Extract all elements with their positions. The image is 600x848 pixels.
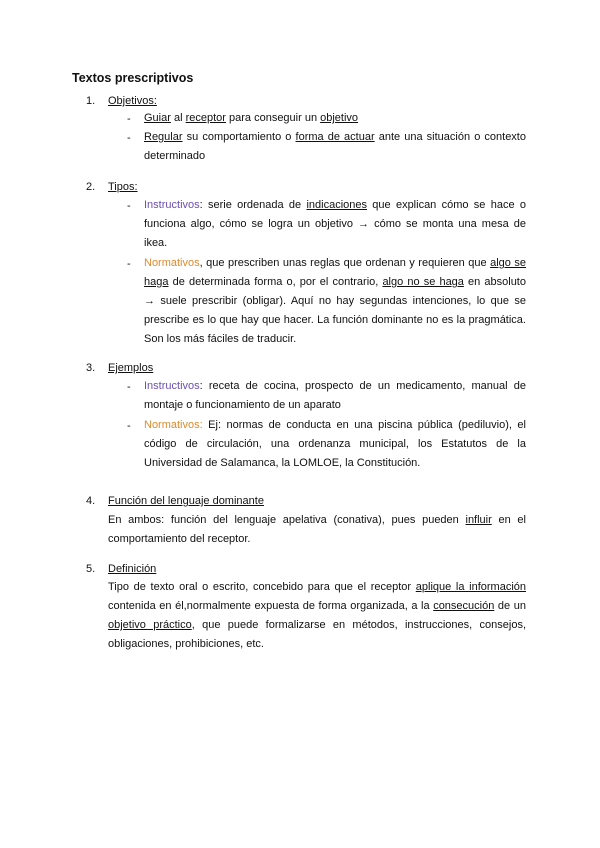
section-4-body (108, 511, 526, 549)
text-run: en el comportamiento del receptor. (108, 514, 526, 545)
section-1-number: 1. (86, 95, 96, 107)
text-run: ante una situación o contexto determinado (144, 131, 526, 162)
section-4-heading: Función del lenguaje dominante (108, 495, 264, 507)
text-run: contenida en él,normalmente expuesta de forma organizada, a la (108, 600, 434, 612)
list-dash: - (127, 381, 131, 393)
text-run: Regular (144, 131, 183, 143)
text-run: Normativos: (144, 419, 203, 431)
section-2-number: 2. (86, 181, 96, 193)
section-3-heading: Ejemplos (108, 362, 154, 374)
section-3-item-1 (144, 377, 526, 415)
list-dash: - (127, 258, 131, 270)
section-5-heading: Definición (108, 563, 157, 575)
text-run: que explican cómo se hace o funciona algo, cómo se logra un objetivo → cómo se monta una mesa de ikea. (144, 199, 526, 249)
text-run: aplique la información (415, 581, 526, 593)
section-1-item-2 (144, 128, 526, 166)
text-run: , que prescriben unas reglas que ordenan y requieren que (199, 257, 491, 269)
text-run: : receta de cocina, prospecto de un medicamento, manual de montaje o funcionamiento de un aparato (144, 380, 526, 411)
text-run: indicaciones (306, 199, 367, 211)
section-4-number: 4. (86, 495, 96, 507)
text-run: algo no se haga (382, 276, 464, 288)
text-run: objetivo práctico (108, 619, 192, 631)
text-run: algo se haga (144, 257, 526, 288)
text-run: para conseguir un (225, 112, 321, 124)
section-2-item-1 (144, 196, 526, 253)
text-run: , que puede formalizarse en métodos, instrucciones, consejos, obligaciones, prohibiciones, etc. (108, 619, 526, 650)
section-5-number: 5. (86, 563, 96, 575)
list-dash: - (127, 113, 131, 125)
text-run: en absoluto → suele prescribir (obligar). Aquí no hay segundas intenciones, lo que se prescribe es lo que hay que hacer. La función dominante no es la pragmática. Son los más fáciles de traducir. (144, 276, 526, 345)
text-run: Instructivos (144, 380, 200, 392)
section-3-item-2 (144, 416, 526, 473)
section-2-item-2 (144, 254, 526, 349)
section-3-number: 3. (86, 362, 96, 374)
text-run: forma de actuar (295, 131, 375, 143)
text-run: al (170, 112, 186, 124)
text-run: Guiar (144, 112, 171, 124)
list-dash: - (127, 420, 131, 432)
text-run: influir (465, 514, 492, 526)
text-run: de un (494, 600, 526, 612)
text-run: de determinada forma o, por el contrario, (168, 276, 383, 288)
text-run: Ej: normas de conducta en una piscina pública (pediluvio), el código de circulación, una ordenanza municipal, los Estatutos de la Universidad de Salamanca, la LOMLOE, la Constitución. (144, 419, 526, 469)
text-run: objetivo (320, 112, 359, 124)
section-5-body (108, 578, 526, 654)
list-dash: - (127, 132, 131, 144)
text-run: : serie ordenada de (199, 199, 307, 211)
section-2-heading: Tipos: (108, 181, 138, 193)
document-title: Textos prescriptivos (72, 71, 194, 85)
text-run: receptor (185, 112, 226, 124)
text-run: su comportamiento o (182, 131, 296, 143)
text-run: En ambos: función del lenguaje apelativa (conativa), pues pueden (108, 514, 466, 526)
text-run: Normativos (144, 257, 200, 269)
text-run: consecución (433, 600, 495, 612)
section-1-heading: Objetivos: (108, 95, 157, 107)
text-run: Tipo de texto oral o escrito, concebido para que el receptor (108, 581, 416, 593)
section-1-item-1 (144, 109, 526, 128)
text-run: Instructivos (144, 199, 200, 211)
list-dash: - (127, 200, 131, 212)
